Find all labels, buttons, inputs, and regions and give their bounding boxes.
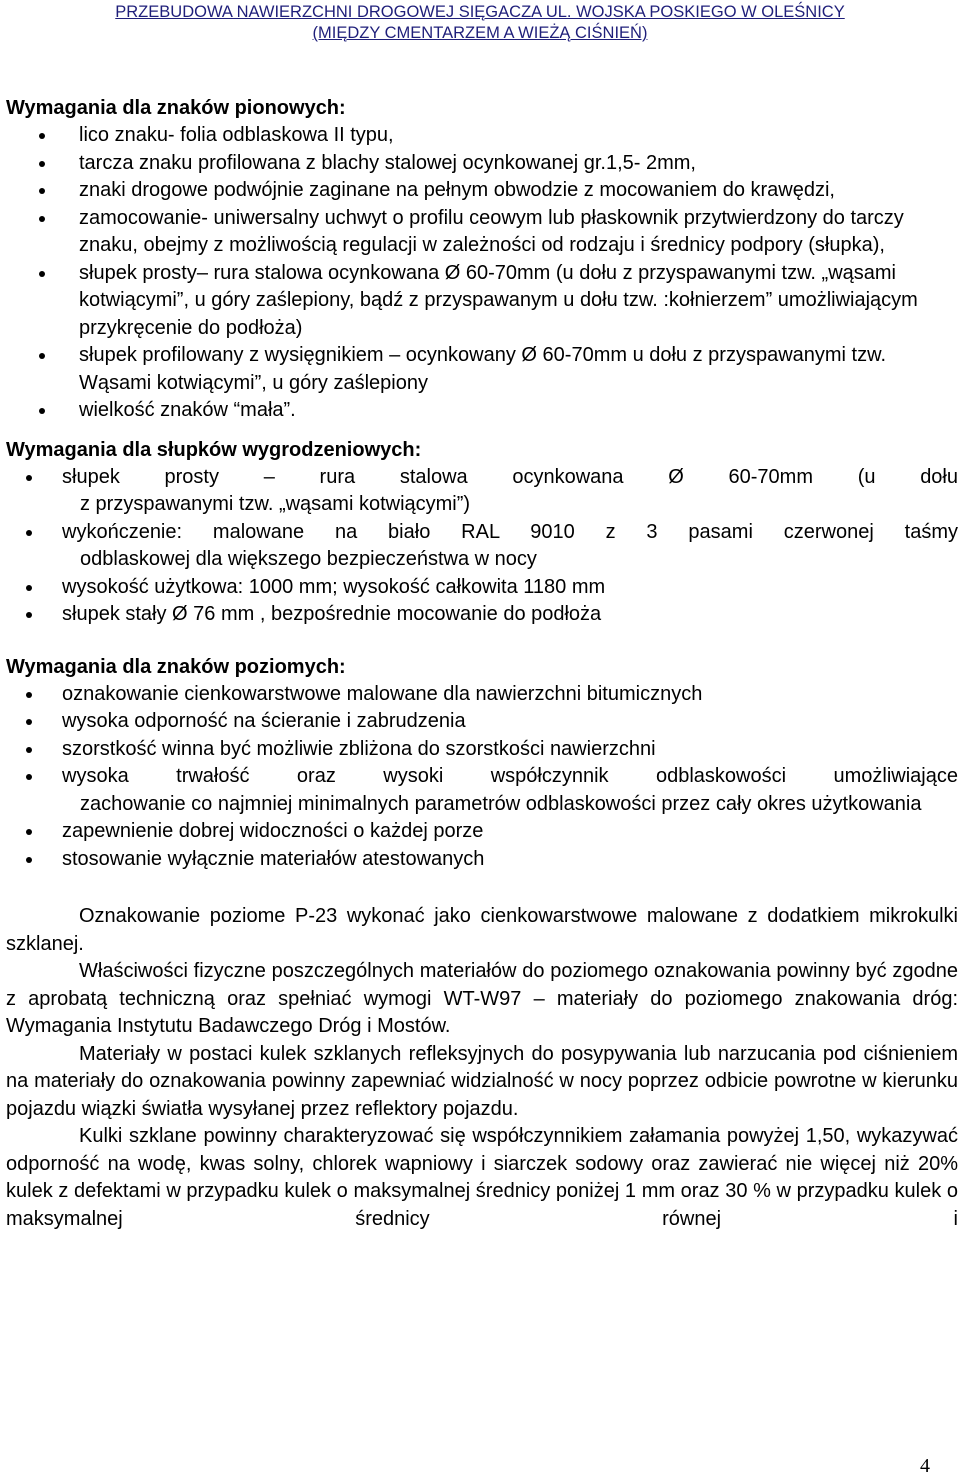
fence-posts-list (6, 464, 958, 629)
list-item: słupek profilowany z wysięgnikiem – ocynkowany Ø 60-70mm u dołu z przyspawanymi tzw. Wąsami kotwiącymi”, u góry zaślepiony (6, 342, 958, 397)
list-item (6, 601, 958, 629)
list-item-continuation: z przyspawanymi tzw. „wąsami kotwiącymi”) (80, 493, 471, 515)
list-item (6, 519, 958, 574)
section-heading-vertical-signs: Wymagania dla znaków pionowych: (6, 97, 346, 119)
document-header (0, 2, 960, 44)
list-item: lico znaku- folia odblaskowa II typu, (6, 122, 958, 150)
header-title: PRZEBUDOWA NAWIERZCHNI DROGOWEJ SIĘGACZA UL. WOJSKA POSKIEGO W OLEŚNICY (115, 3, 845, 21)
list-item-text: stosowanie wyłącznie materiałów atestowanych (62, 847, 485, 870)
paragraph: Kulki szklane powinny charakteryzować się współczynnikiem załamania powyżej 1,50, wykazywać odporność na wodę, kwas solny, chlorek wapniowy i siarczek sodowy oraz zawierać nie więcej niż 20% kulek z defektami w przypadku kulek o maksymalnej średnicy poniżej 1 mm oraz 30 % w przypadku kulek o maksymalnej średnicy równej i (6, 1125, 958, 1230)
list-item-text: słupek stały Ø 76 mm , bezpośrednie mocowanie do podłoża (62, 603, 602, 625)
list-item (6, 846, 958, 874)
list-item: tarcza znaku profilowana z blachy stalowej ocynkowanej gr.1,5- 2mm, (6, 150, 958, 178)
list-item: słupek prosty– rura stalowa ocynkowana Ø 60-70mm (u dołu z przyspawanymi tzw. „wąsami kotwiącymi”, u góry zaślepiony, bądź z przyspawanym u dołu tzw. :kołnierzem” umożliwiającym przykręcenie do podłoża) (6, 260, 958, 343)
list-item-text: oznakowanie cienkowarstwowe malowane dla nawierzchni bitumicznych (62, 682, 703, 705)
list-item-text: zapewnienie dobrej widoczności o każdej porze (62, 820, 484, 842)
list-item-text: wysokość użytkowa: 1000 mm; wysokość całkowita 1180 mm (62, 575, 606, 598)
list-item-text: szorstkość winna być możliwie zbliżona do szorstkości nawierzchni (62, 737, 656, 760)
paragraph: Materiały w postaci kulek szklanych refleksyjnych do posypywania lub narzucania pod ciśnieniem na materiały do oznakowania powinny zapewniać widzialność w nocy poprzez odbicie powrotne w kierunku pojazdu wiązki światła wysyłanej przez reflektory pojazdu. (6, 1042, 958, 1120)
list-item (6, 681, 958, 709)
list-item-continuation: odblaskowej dla większego bezpieczeństwa w nocy (80, 548, 537, 570)
list-item: wielkość znaków “mała”. (6, 397, 958, 425)
vertical-signs-list (6, 122, 958, 425)
paragraph: Oznakowanie poziome P-23 wykonać jako cienkowarstwowe malowane z dodatkiem mikrokulki szklanej. (6, 905, 958, 955)
list-item-text: wysoka trwałość oraz wysoki współczynnik odblaskowości umożliwiające (62, 765, 958, 787)
document-body (6, 95, 958, 1233)
page-number: 4 (920, 1455, 930, 1477)
section-heading-horizontal-signs: Wymagania dla znaków poziomych: (6, 655, 346, 678)
list-item-text: wysoka odporność na ścieranie i zabrudzenia (62, 710, 466, 732)
list-item-continuation: zachowanie co najmniej minimalnych parametrów odblaskowości przez cały okres użytkowania (80, 792, 922, 815)
list-item: znaki drogowe podwójnie zaginane na pełnym obwodzie z mocowaniem do krawędzi, (6, 177, 958, 205)
list-item (6, 818, 958, 846)
list-item-text: słupek prosty – rura stalowa ocynkowana Ø 60-70mm (u dołu (62, 465, 958, 488)
horizontal-signs-list (6, 681, 958, 874)
list-item (6, 708, 958, 736)
list-item (6, 574, 958, 602)
section-heading-fence-posts: Wymagania dla słupków wygrodzeniowych: (6, 438, 422, 461)
list-item (6, 763, 958, 818)
list-item (6, 464, 958, 519)
list-item (6, 736, 958, 764)
paragraph: Właściwości fizyczne poszczególnych materiałów do poziomego oznakowania powinny być zgodne z aprobatą techniczną oraz spełniać wymogi WT-W97 – materiały do poziomego znakowania dróg: Wymagania Instytutu Badawczego Dróg i Mostów. (6, 960, 958, 1037)
list-item: zamocowanie- uniwersalny uchwyt o profilu ceowym lub płaskownik przytwierdzony do tarczy znaku, obejmy z możliwością regulacji w zależności od rodzaju i średnicy podpory (słupka), (6, 205, 958, 260)
header-subtitle: (MIĘDZY CMENTARZEM A WIEŻĄ CIŚNIEŃ) (312, 24, 648, 42)
list-item-text: wykończenie: malowane na biało RAL 9010 z 3 pasami czerwonej taśmy (62, 520, 958, 543)
